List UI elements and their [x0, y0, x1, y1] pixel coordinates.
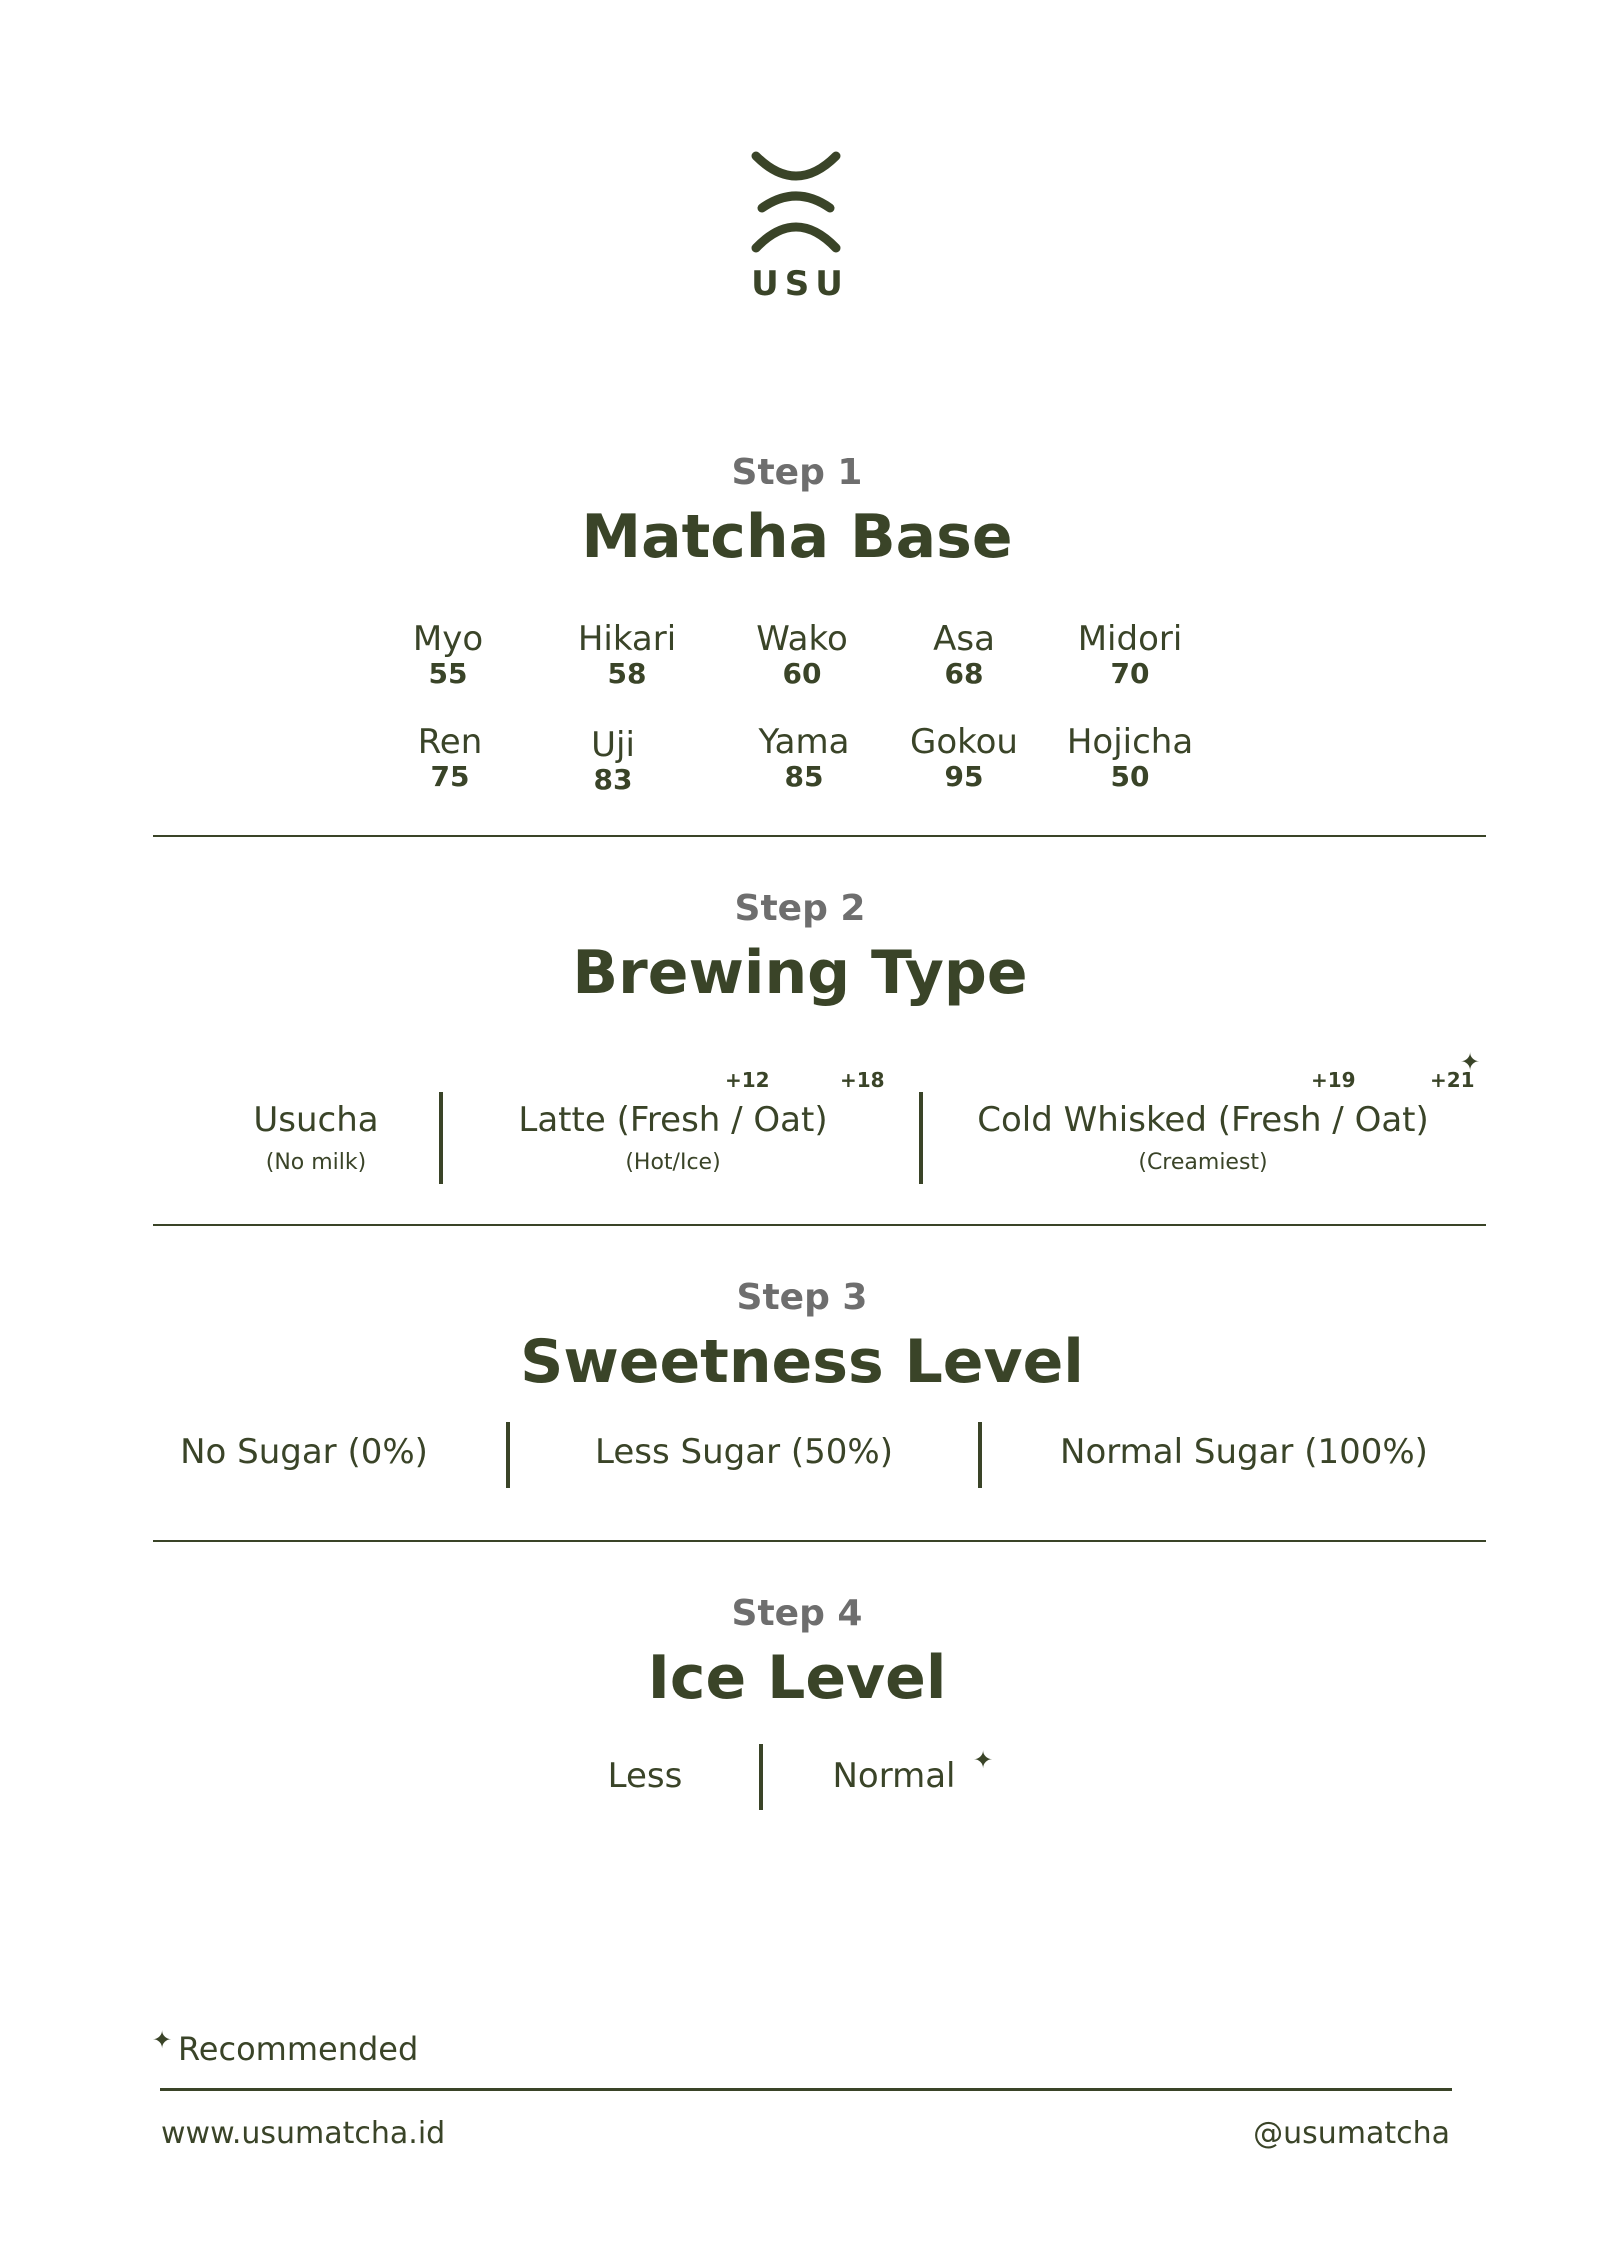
- sweetness-level-title: Sweetness Level: [520, 1327, 1084, 1397]
- cold-whisked-recommended-star-icon: ✦: [1460, 1048, 1481, 1076]
- step-2-label: Step 2: [734, 888, 866, 929]
- base-item-gokou: Gokou 95: [910, 722, 1018, 793]
- matcha-base-title: Matcha Base: [581, 502, 1013, 572]
- divider-1: [153, 835, 1486, 837]
- base-item-hojicha: Hojicha 50: [1066, 722, 1194, 793]
- sweet-no-sugar: No Sugar (0%): [180, 1432, 428, 1472]
- ice-separator: [759, 1744, 763, 1810]
- base-item-midori: Midori 70: [1077, 619, 1183, 690]
- step-1-label: Step 1: [731, 452, 863, 493]
- brewing-type-title: Brewing Type: [572, 938, 1028, 1008]
- step-3-label: Step 3: [736, 1277, 868, 1318]
- ice-normal: Normal: [832, 1756, 956, 1796]
- brew-separator-1: [439, 1092, 443, 1184]
- brew-usucha-sub: (No milk): [265, 1150, 367, 1175]
- brew-usucha: Usucha: [253, 1100, 379, 1140]
- base-item-uji: Uji 83: [591, 725, 635, 796]
- brew-separator-2: [919, 1092, 923, 1184]
- recommended-star-icon: ✦: [152, 2026, 173, 2054]
- ice-normal-recommended-star-icon: ✦: [973, 1746, 994, 1774]
- ice-less: Less: [607, 1756, 683, 1796]
- base-item-wako: Wako 60: [756, 619, 848, 690]
- base-item-ren: Ren 75: [417, 722, 483, 793]
- base-item-hikari: Hikari 58: [577, 619, 677, 690]
- recommended-label: Recommended: [178, 2030, 419, 2068]
- sweet-separator-1: [506, 1422, 510, 1488]
- sweet-less-sugar: Less Sugar (50%): [595, 1432, 893, 1472]
- footer-divider: [160, 2088, 1452, 2091]
- brand-name: USU: [751, 264, 849, 304]
- base-item-asa: Asa 68: [933, 619, 995, 690]
- brew-cold-whisked-sub: (Creamiest): [1138, 1150, 1268, 1175]
- brew-latte: Latte (Fresh / Oat): [518, 1100, 828, 1140]
- brew-cold-whisked: Cold Whisked (Fresh / Oat): [977, 1100, 1429, 1140]
- sweet-separator-2: [978, 1422, 982, 1488]
- base-item-myo: Myo 55: [412, 619, 484, 690]
- base-item-yama: Yama 85: [758, 722, 850, 793]
- sweet-normal-sugar: Normal Sugar (100%): [1060, 1432, 1428, 1472]
- website-link[interactable]: www.usumatcha.id: [161, 2116, 446, 2151]
- ice-level-title: Ice Level: [647, 1643, 947, 1713]
- step-4-label: Step 4: [731, 1593, 863, 1634]
- cold-whisked-fresh-price: +19: [1311, 1068, 1356, 1092]
- divider-2: [153, 1224, 1486, 1226]
- divider-3: [153, 1540, 1486, 1542]
- cold-whisked-oat-price: +21: [1430, 1068, 1475, 1092]
- latte-oat-price: +18: [840, 1068, 885, 1092]
- social-handle[interactable]: @usumatcha: [1253, 2116, 1450, 2151]
- brew-latte-sub: (Hot/Ice): [625, 1150, 721, 1175]
- latte-fresh-price: +12: [725, 1068, 770, 1092]
